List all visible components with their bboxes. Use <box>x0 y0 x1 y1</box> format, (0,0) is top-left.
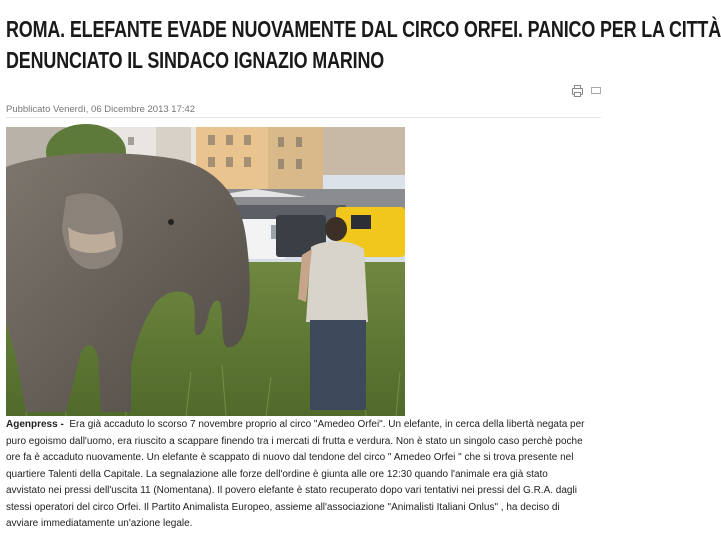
article-line: ore fa è accaduto nuovamente. Un elefante è scappato di nuovo dal tendone del circo " Amedeo Orfei " che si trova presente nel <box>6 452 574 463</box>
article-body <box>6 417 616 533</box>
article-line: quartiere Talenti della Capitale. La segnalazione alle forze dell'ordine è giunta alle ore 12:30 quando l'animale era già stato <box>6 468 548 480</box>
article-source: Agenpress - <box>6 419 64 430</box>
article-title-line-1: ROMA. ELEFANTE EVADE NUOVAMENTE DAL CIRCO ORFEI. PANICO PER LA CITTÀ <box>6 16 721 42</box>
article-line: stessi operatori del circo Orfei. Il Partito Animalista Europeo, assieme all'associazione "Animalisti Italiani Onlus" , ha deciso di <box>6 501 560 513</box>
article-title-line-2: DENUNCIATO IL SINDACO IGNAZIO MARINO <box>6 47 385 73</box>
article-photo <box>6 127 405 416</box>
email-icon[interactable] <box>591 84 601 96</box>
article-line: Agenpress - Era già accaduto lo scorso 7 novembre proprio al circo "Amedeo Orfei". Un elefante, in cerca della libertà negata per <box>6 419 585 430</box>
divider <box>6 117 601 118</box>
article-line: avviare immediatamente un'azione legale. <box>6 518 193 529</box>
print-icon[interactable] <box>571 84 583 96</box>
article-line: puro egoismo dall'uomo, era riuscito a scappare finendo tra i mercati di frutta e verdura. Non è stato un singolo caso perchè poche <box>6 435 583 447</box>
publish-date: Pubblicato Venerdì, 06 Dicembre 2013 17:42 <box>6 104 196 115</box>
article-line: avvistato nei pressi dell'uscita 11 (Nomentana). Il povero elefante è stato recuperato dopo vari tentativi nei pressi del G.R.A. dagli <box>6 485 577 496</box>
article-tools <box>571 84 601 96</box>
article-title <box>6 14 721 76</box>
